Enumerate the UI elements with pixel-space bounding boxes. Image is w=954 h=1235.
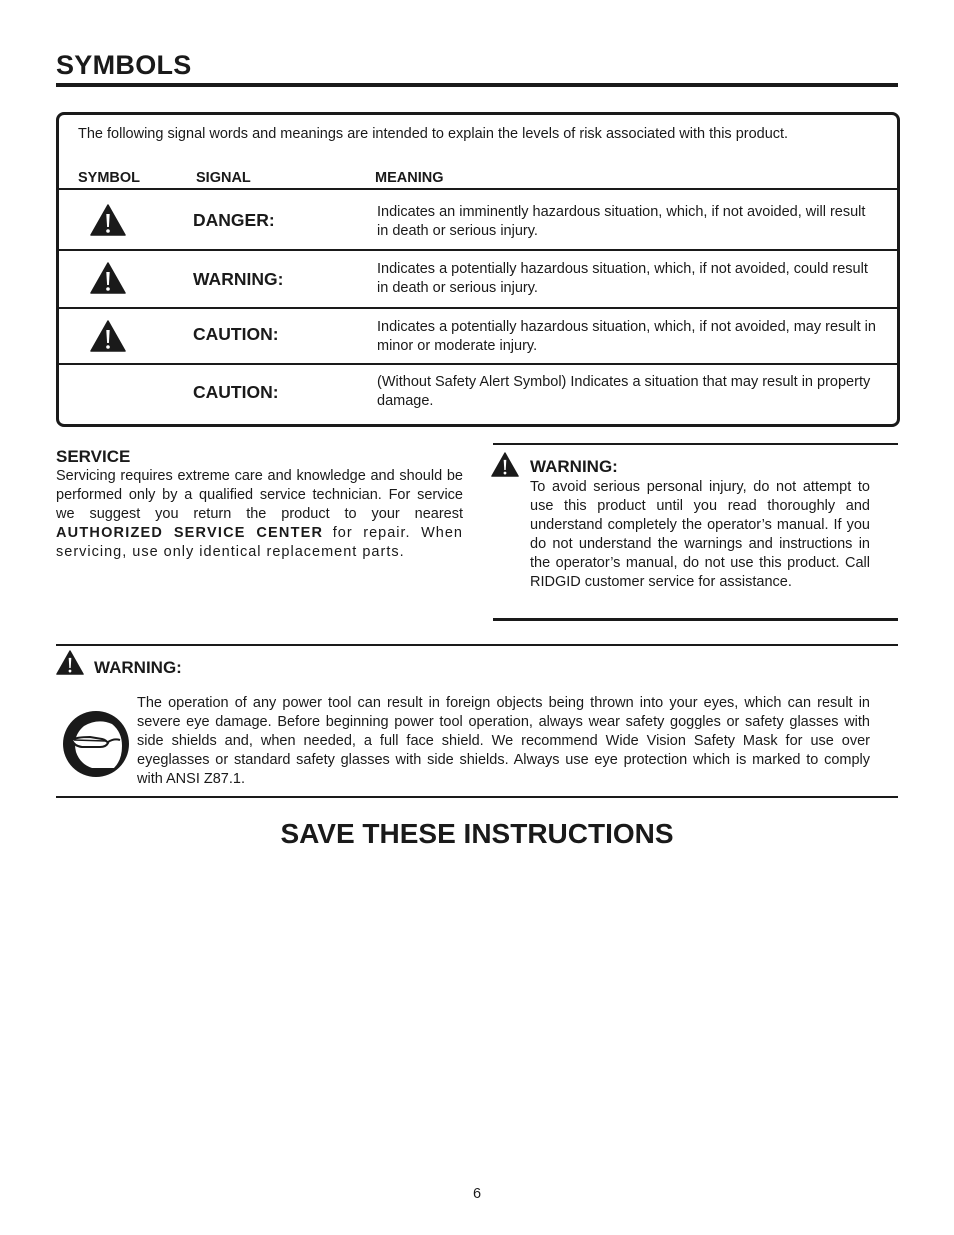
table-row [59, 363, 897, 426]
meaning-danger: Indicates an imminently hazardous situation, which, if not avoided, will result in death or serious injury. [377, 204, 866, 239]
header-meaning: MEANING [375, 170, 444, 186]
service-center-emphasis: AUTHORIZED SERVICE CENTER [56, 525, 324, 541]
service-text: Servicing requires extreme care and knowledge and should be performed only by a qualified service technician. For service we suggest you return the product to your nearest [56, 468, 463, 522]
meaning-caution-no-symbol: (Without Safety Alert Symbol) Indicates a situation that may result in property damage. [377, 374, 871, 409]
service-heading: SERVICE [56, 447, 131, 466]
signal-warning: WARNING: [193, 269, 284, 289]
meaning-warning: Indicates a potentially hazardous situation, which, if not avoided, could result in death or serious injury. [377, 261, 868, 296]
safety-alert-icon [90, 262, 126, 294]
divider [493, 618, 898, 621]
safety-alert-icon [491, 452, 519, 477]
header-signal: SIGNAL [196, 170, 251, 186]
title-rule [56, 83, 898, 87]
signal-danger: DANGER: [193, 210, 275, 230]
safety-alert-icon [90, 320, 126, 352]
signal-caution-no-symbol: CAUTION: [193, 382, 279, 402]
symbols-intro: The following signal words and meanings are intended to explain the levels of risk associated with this product. [78, 126, 789, 142]
table-row [59, 307, 897, 364]
header-symbol: SYMBOL [78, 170, 141, 186]
table-row [59, 249, 897, 308]
safety-alert-icon [56, 650, 84, 675]
page-number: 6 [472, 1186, 482, 1202]
eye-protection-icon [62, 710, 130, 778]
divider [56, 796, 898, 798]
save-instructions: SAVE THESE INSTRUCTIONS [280, 818, 674, 849]
warning-manual-body: To avoid serious personal injury, do not attempt to use this product until you read thoroughly and understand completely the operator’s manual. If you do not understand the warnings and instructions in the operator’s manual, do not use this product. Call RIDGID customer service for assistance. [530, 479, 870, 590]
safety-alert-icon [90, 204, 126, 236]
warning-eyes-body: The operation of any power tool can result in foreign objects being thrown into your eyes, which can result in severe eye damage. Before beginning power tool operation, always wear safety goggles or safety glasses with side shields and, when needed, a full face shield. We recommend Wide Vision Safety Mask for use over eyeglasses or standard safety glasses with side shields. Always use eye protection which is marked to comply with ANSI Z87.1. [137, 695, 870, 787]
warning-manual-heading: WARNING: [530, 457, 618, 476]
divider [493, 443, 898, 445]
signal-caution: CAUTION: [193, 324, 279, 344]
page-title: SYMBOLS [56, 50, 192, 80]
meaning-caution: Indicates a potentially hazardous situation, which, if not avoided, may result in minor or moderate injury. [377, 319, 876, 354]
symbols-table [56, 112, 900, 427]
table-row [59, 188, 897, 249]
warning-eyes-heading: WARNING: [94, 658, 182, 677]
service-body [56, 467, 463, 562]
divider [56, 644, 898, 646]
service-text-end: for repair. When servicing, use only identical replacement parts. [56, 525, 463, 560]
